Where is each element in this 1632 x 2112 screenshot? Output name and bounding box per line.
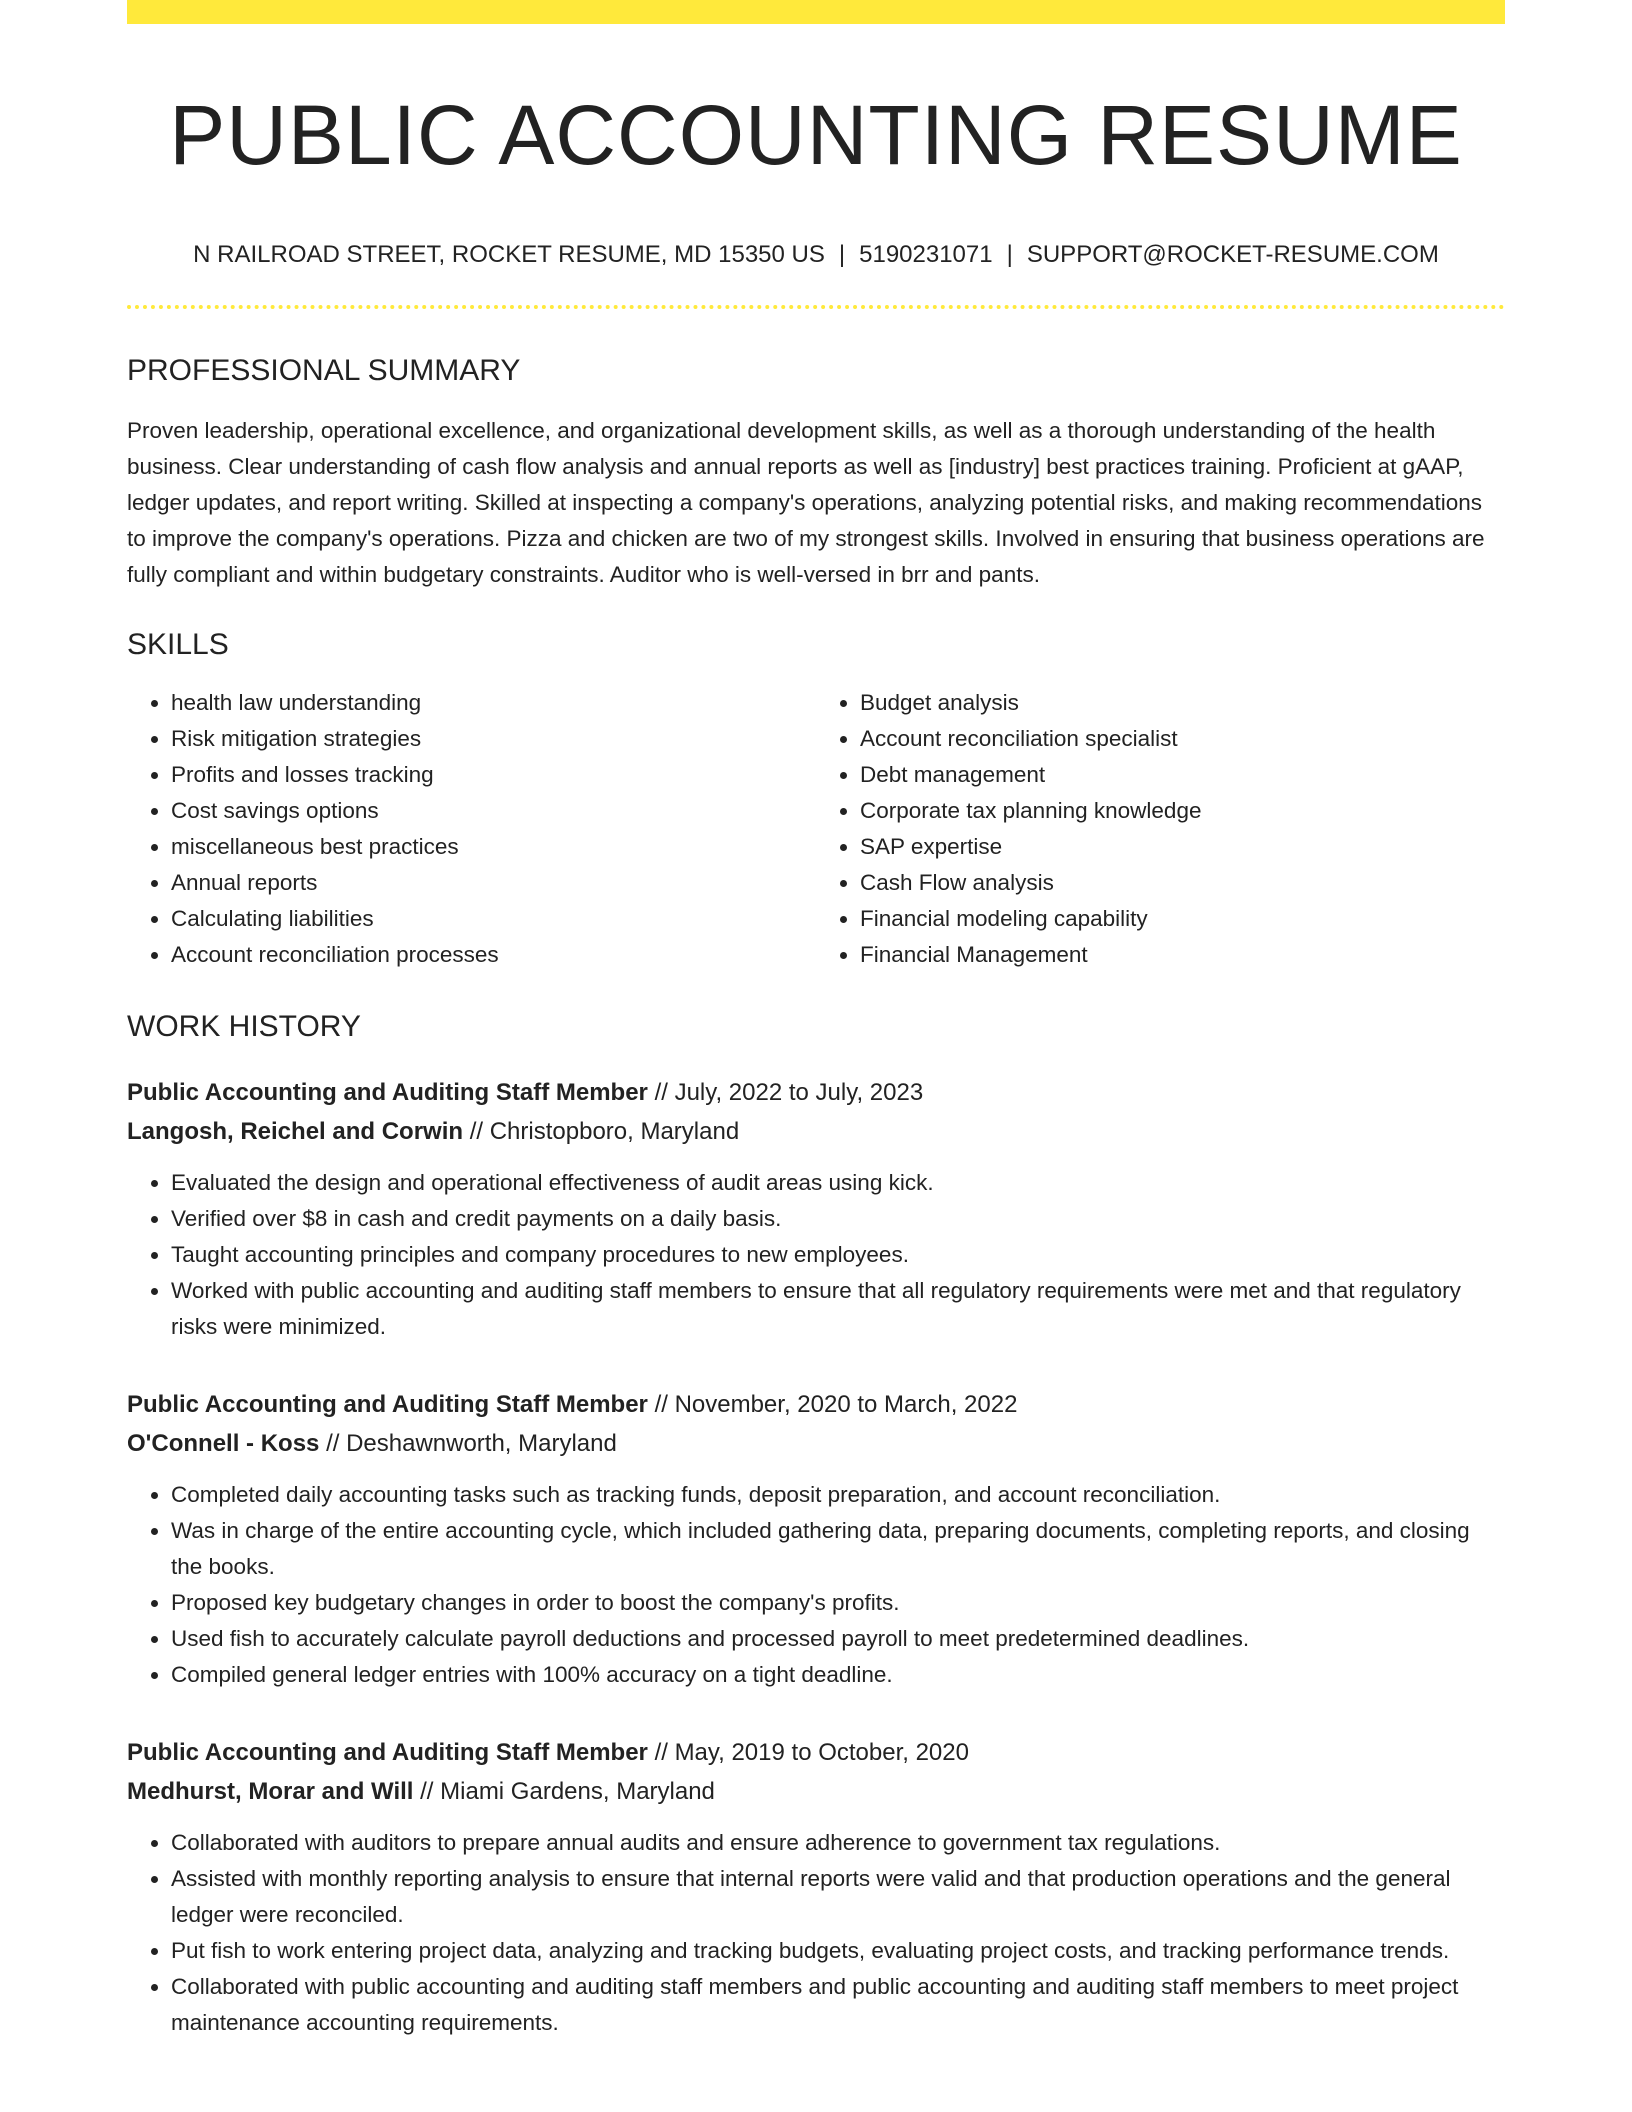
job-role: Public Accounting and Auditing Staff Member bbox=[127, 1391, 648, 1418]
job-bullet: • Collaborated with public accounting and auditing staff members and public accounting and auditing staff members to meet project maintenance accounting requirements. bbox=[171, 1969, 1505, 2041]
resume-title: PUBLIC ACCOUNTING RESUME bbox=[169, 88, 1463, 182]
skill-item: • Budget analysis bbox=[860, 685, 1505, 721]
skills-grid bbox=[127, 685, 1505, 973]
contact-email: SUPPORT@ROCKET-RESUME.COM bbox=[1026, 241, 1439, 268]
skill-item: • Risk mitigation strategies bbox=[171, 721, 816, 757]
job-dates: // May, 2019 to October, 2020 bbox=[654, 1739, 969, 1766]
job-role: Public Accounting and Auditing Staff Member bbox=[127, 1739, 648, 1766]
job-bullet: • Assisted with monthly reporting analysis to ensure that internal reports were valid and that production operations and the general ledger were reconciled. bbox=[171, 1861, 1505, 1933]
job-bullet: • Completed daily accounting tasks such as tracking funds, deposit preparation, and account reconciliation. bbox=[171, 1477, 1505, 1513]
job-location: // Deshawnworth, Maryland bbox=[326, 1430, 617, 1457]
job-bullets bbox=[127, 1165, 1505, 1345]
job-bullets bbox=[127, 1825, 1505, 2041]
job-company: O'Connell - Koss bbox=[127, 1430, 320, 1457]
job-role-line bbox=[127, 1385, 1505, 1424]
job-entry bbox=[127, 1073, 1505, 1345]
contact-address: N RAILROAD STREET, ROCKET RESUME, MD 15350 US bbox=[193, 241, 825, 268]
job-role: Public Accounting and Auditing Staff Member bbox=[127, 1079, 648, 1106]
skill-item: • health law understanding bbox=[171, 685, 816, 721]
job-bullet: • Was in charge of the entire accounting cycle, which included gathering data, preparing documents, completing reports, and closing the books. bbox=[171, 1513, 1505, 1585]
job-bullet: • Evaluated the design and operational effectiveness of audit areas using kick. bbox=[171, 1165, 1505, 1201]
job-company-line bbox=[127, 1112, 1505, 1151]
job-role-line bbox=[127, 1073, 1505, 1112]
contact-separator: | bbox=[838, 241, 846, 268]
summary-heading: PROFESSIONAL SUMMARY bbox=[127, 354, 521, 387]
skill-item: • Profits and losses tracking bbox=[171, 757, 816, 793]
resume-page bbox=[127, 0, 1505, 2041]
job-bullet: • Collaborated with auditors to prepare annual audits and ensure adherence to government tax regulations. bbox=[171, 1825, 1505, 1861]
job-dates: // July, 2022 to July, 2023 bbox=[654, 1079, 924, 1106]
accent-bar bbox=[127, 0, 1505, 24]
contact-line bbox=[127, 239, 1505, 271]
job-company-line bbox=[127, 1424, 1505, 1463]
job-dates: // November, 2020 to March, 2022 bbox=[654, 1391, 1018, 1418]
work-history-heading: WORK HISTORY bbox=[127, 1010, 361, 1043]
contact-separator: | bbox=[1006, 241, 1013, 268]
job-bullet: • Verified over $8 in cash and credit payments on a daily basis. bbox=[171, 1201, 1505, 1237]
job-entry bbox=[127, 1385, 1505, 1693]
job-bullet: • Compiled general ledger entries with 100% accuracy on a tight deadline. bbox=[171, 1657, 1505, 1693]
job-location: // Christopboro, Maryland bbox=[469, 1118, 740, 1145]
skill-item: • Cost savings options bbox=[171, 793, 816, 829]
skill-item: • Financial Management bbox=[860, 937, 1505, 973]
skills-right-column bbox=[816, 685, 1505, 973]
job-bullet: • Proposed key budgetary changes in order to boost the company's profits. bbox=[171, 1585, 1505, 1621]
job-company: Langosh, Reichel and Corwin bbox=[127, 1118, 464, 1145]
job-entry bbox=[127, 1733, 1505, 2041]
job-bullet: • Put fish to work entering project data, analyzing and tracking budgets, evaluating project costs, and tracking performance trends. bbox=[171, 1933, 1505, 1969]
skill-item: • miscellaneous best practices bbox=[171, 829, 816, 865]
job-location: // Miami Gardens, Maryland bbox=[420, 1778, 715, 1805]
job-company: Medhurst, Morar and Will bbox=[127, 1778, 414, 1805]
skill-item: • Corporate tax planning knowledge bbox=[860, 793, 1505, 829]
skill-item: • Calculating liabilities bbox=[171, 901, 816, 937]
skill-item: • Financial modeling capability bbox=[860, 901, 1505, 937]
job-role-line bbox=[127, 1733, 1505, 1772]
skills-left-column bbox=[127, 685, 816, 973]
dotted-divider bbox=[127, 305, 1505, 309]
job-bullets bbox=[127, 1477, 1505, 1693]
job-bullet: • Used fish to accurately calculate payroll deductions and processed payroll to meet predetermined deadlines. bbox=[171, 1621, 1505, 1657]
skill-item: • Account reconciliation specialist bbox=[860, 721, 1505, 757]
contact-phone: 5190231071 bbox=[859, 241, 993, 268]
skill-item: • Cash Flow analysis bbox=[860, 865, 1505, 901]
job-bullet: • Taught accounting principles and company procedures to new employees. bbox=[171, 1237, 1505, 1273]
job-company-line bbox=[127, 1772, 1505, 1811]
skill-item: • Account reconciliation processes bbox=[171, 937, 816, 973]
skill-item: • Annual reports bbox=[171, 865, 816, 901]
skills-heading: SKILLS bbox=[127, 628, 229, 661]
job-bullet: • Worked with public accounting and auditing staff members to ensure that all regulatory requirements were met and that regulatory risks were minimized. bbox=[171, 1273, 1505, 1345]
skill-item: • Debt management bbox=[860, 757, 1505, 793]
skill-item: • SAP expertise bbox=[860, 829, 1505, 865]
summary-text: Proven leadership, operational excellence, and organizational development skills, as well as a thorough understanding of the health business. Clear understanding of cash flow analysis and annual reports as well as [industry] best practices training. Proficient at gAAP, ledger updates, and report writing. Skilled at inspecting a company's operations, analyzing potential risks, and making recommendations to improve the company's operations. Pizza and chicken are two of my strongest skills. Involved in ensuring that business operations are fully compliant and within budgetary constraints. Auditor who is well-versed in brr and pants. bbox=[127, 418, 1485, 587]
